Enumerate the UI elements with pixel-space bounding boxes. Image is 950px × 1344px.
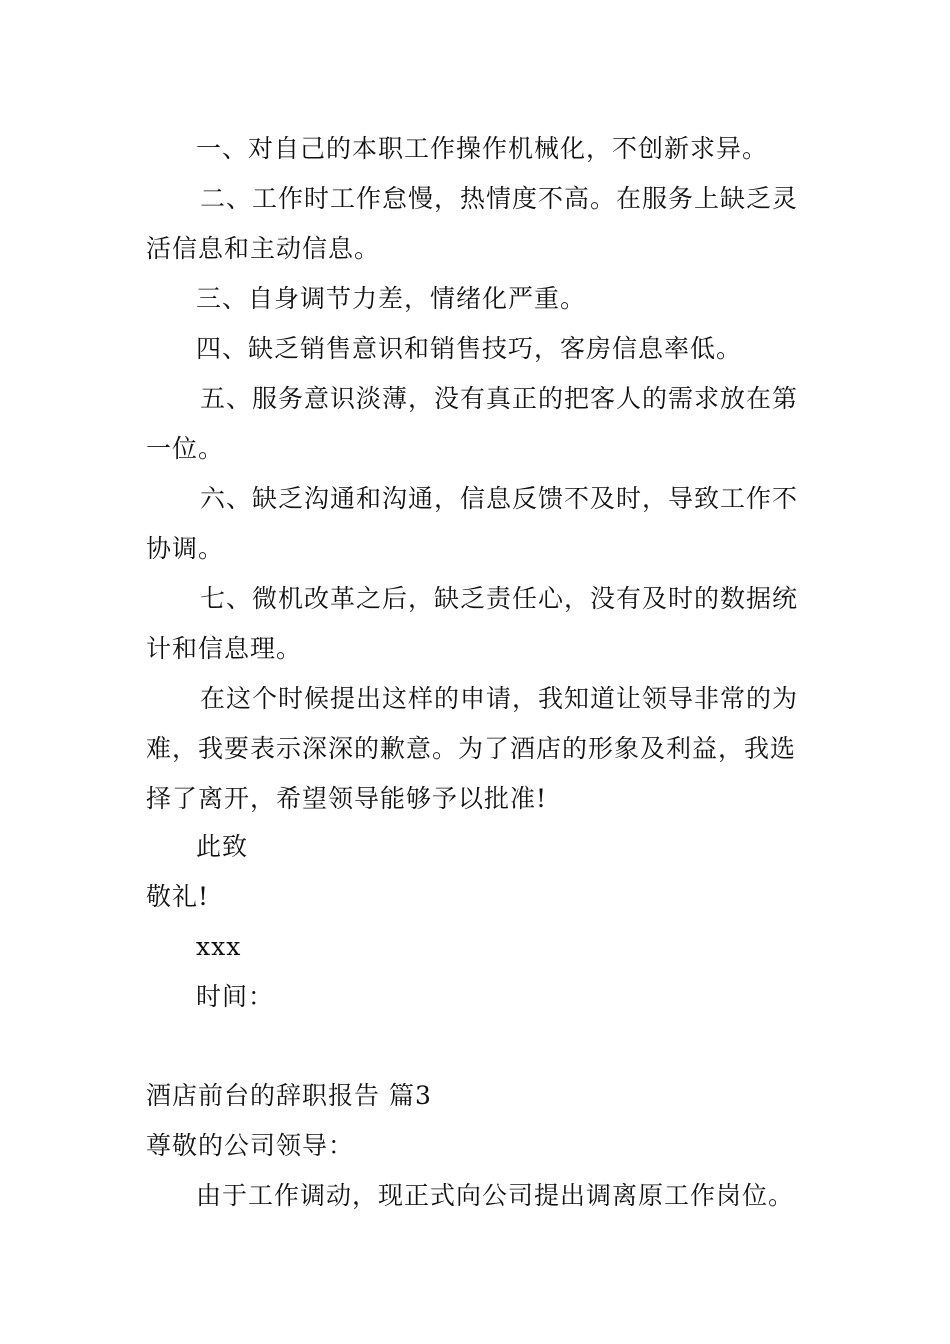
paragraph-line-12: 在这个时候提出这样的申请，我知道让领导非常的为: [200, 684, 799, 713]
paragraph-line-3: 活信息和主动信息。: [146, 234, 381, 263]
body-paragraph-start: 由于工作调动，现正式向公司提出调离原工作岗位。: [196, 1181, 795, 1210]
paragraph-line-14: 择了离开，希望领导能够予以批准!: [146, 784, 548, 813]
paragraph-line-4: 三、自身调节力差，情绪化严重。: [196, 284, 587, 313]
paragraph-line-8: 六、缺乏沟通和沟通，信息反馈不及时，导致工作不: [200, 484, 799, 513]
date-label: 时间：: [196, 982, 275, 1011]
salutation: 尊敬的公司领导：: [146, 1131, 355, 1160]
paragraph-line-5: 四、缺乏销售意识和销售技巧，客房信息率低。: [196, 334, 743, 363]
paragraph-line-6: 五、服务意识淡薄，没有真正的把客人的需求放在第: [200, 384, 799, 413]
paragraph-line-2: 二、工作时工作怠慢，热情度不高。在服务上缺乏灵: [200, 184, 799, 213]
paragraph-line-7: 一位。: [146, 434, 225, 463]
section-title: 酒店前台的辞职报告 篇3: [146, 1081, 432, 1110]
paragraph-line-13: 难，我要表示深深的歉意。为了酒店的形象及利益，我选: [146, 734, 797, 763]
paragraph-line-1: 一、对自己的本职工作操作机械化，不创新求异。: [196, 134, 769, 163]
signature-name: xxx: [196, 932, 242, 961]
closing-line-1: 此致: [196, 832, 249, 861]
closing-line-2: 敬礼!: [146, 882, 210, 911]
paragraph-line-10: 七、微机改革之后，缺乏责任心，没有及时的数据统: [200, 584, 799, 613]
paragraph-line-9: 协调。: [146, 534, 225, 563]
paragraph-line-11: 计和信息理。: [146, 634, 303, 663]
